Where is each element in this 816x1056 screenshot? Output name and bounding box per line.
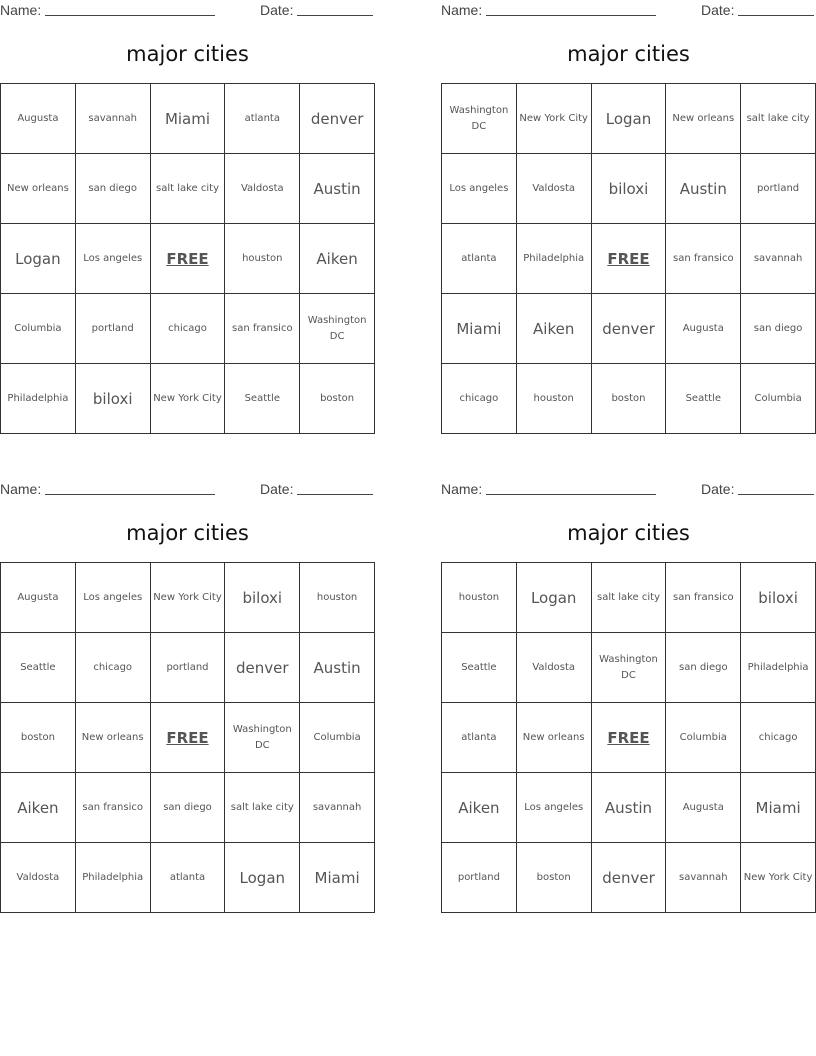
bingo-grid [441,562,816,913]
bingo-cell[interactable]: biloxi [592,154,667,224]
bingo-cell[interactable]: savannah [666,843,741,913]
date-field[interactable]: Date: [260,2,373,18]
bingo-cell[interactable]: san diego [666,633,741,703]
bingo-cell[interactable]: Aiken [517,294,592,364]
bingo-cell[interactable]: Logan [225,843,300,913]
bingo-cell[interactable]: san fransico [225,294,300,364]
bingo-cell[interactable]: san fransico [666,224,741,294]
bingo-card-3 [0,479,375,919]
bingo-cell[interactable]: atlanta [151,843,226,913]
bingo-cell[interactable]: san fransico [76,773,151,843]
bingo-cell[interactable]: Washington DC [442,84,517,154]
bingo-cell[interactable]: Columbia [300,703,375,773]
bingo-card-2 [441,0,816,440]
bingo-cell[interactable]: Aiken [300,224,375,294]
name-field[interactable]: Name: [441,2,656,18]
bingo-cell[interactable]: denver [225,633,300,703]
bingo-cell[interactable]: Columbia [741,364,816,434]
bingo-cell[interactable]: New orleans [1,154,76,224]
bingo-cell[interactable]: Seattle [225,364,300,434]
bingo-cell[interactable]: Washington DC [300,294,375,364]
bingo-cell[interactable]: Aiken [442,773,517,843]
bingo-cell[interactable]: Valdosta [517,633,592,703]
bingo-card-4 [441,479,816,919]
bingo-cell[interactable]: salt lake city [151,154,226,224]
bingo-cell[interactable]: san diego [76,154,151,224]
date-field[interactable]: Date: [701,481,814,497]
bingo-cell[interactable]: Seattle [1,633,76,703]
bingo-cell[interactable]: Seattle [442,633,517,703]
bingo-cell[interactable]: Logan [1,224,76,294]
bingo-cell[interactable]: Los angeles [442,154,517,224]
bingo-card-1 [0,0,375,440]
bingo-cell[interactable]: san fransico [666,563,741,633]
bingo-cell[interactable]: portland [151,633,226,703]
bingo-cell[interactable]: Philadelphia [1,364,76,434]
free-space-cell[interactable]: FREE [151,224,226,294]
bingo-cell[interactable]: Philadelphia [741,633,816,703]
card-header [441,479,816,499]
bingo-cell[interactable]: New York City [741,843,816,913]
bingo-cell[interactable]: salt lake city [741,84,816,154]
bingo-cell[interactable]: boston [517,843,592,913]
bingo-cell[interactable]: chicago [76,633,151,703]
card-title: major cities [126,521,249,545]
card-header [441,0,816,20]
bingo-cell[interactable]: Augusta [666,294,741,364]
bingo-cell[interactable]: chicago [151,294,226,364]
bingo-cell[interactable]: New York City [517,84,592,154]
bingo-cell[interactable]: Austin [300,154,375,224]
bingo-cell[interactable]: Los angeles [76,224,151,294]
bingo-cell[interactable]: salt lake city [225,773,300,843]
name-field[interactable]: Name: [0,2,215,18]
bingo-cell[interactable]: Los angeles [76,563,151,633]
date-field[interactable]: Date: [260,481,373,497]
bingo-cell[interactable]: Miami [741,773,816,843]
bingo-cell[interactable]: Miami [442,294,517,364]
bingo-cell[interactable]: Valdosta [225,154,300,224]
card-header [0,479,375,499]
bingo-cell[interactable]: boston [1,703,76,773]
bingo-cell[interactable]: Miami [300,843,375,913]
bingo-cell[interactable]: houston [225,224,300,294]
bingo-cell[interactable]: houston [442,563,517,633]
bingo-cell[interactable]: Columbia [666,703,741,773]
bingo-cell[interactable]: Valdosta [517,154,592,224]
card-header [0,0,375,20]
bingo-cell[interactable]: Philadelphia [76,843,151,913]
bingo-cell[interactable]: portland [741,154,816,224]
bingo-cell[interactable]: Augusta [1,84,76,154]
bingo-cell[interactable]: boston [592,364,667,434]
bingo-cell[interactable]: portland [76,294,151,364]
bingo-cell[interactable]: Washington DC [592,633,667,703]
bingo-cell[interactable]: biloxi [225,563,300,633]
bingo-cell[interactable]: Columbia [1,294,76,364]
bingo-cell[interactable]: Seattle [666,364,741,434]
bingo-cell[interactable]: Augusta [666,773,741,843]
free-space-cell[interactable]: FREE [151,703,226,773]
bingo-cell[interactable]: savannah [300,773,375,843]
bingo-grid [0,83,375,434]
bingo-cell[interactable]: atlanta [442,703,517,773]
bingo-cell[interactable]: boston [300,364,375,434]
bingo-cell[interactable]: Logan [517,563,592,633]
bingo-cell[interactable]: san diego [741,294,816,364]
bingo-cell[interactable]: Austin [592,773,667,843]
name-field[interactable]: Name: [441,481,656,497]
bingo-cell[interactable]: biloxi [741,563,816,633]
card-title: major cities [126,42,249,66]
bingo-cell[interactable]: portland [442,843,517,913]
bingo-cell[interactable]: Los angeles [517,773,592,843]
bingo-grid [0,562,375,913]
bingo-cell[interactable]: salt lake city [592,563,667,633]
bingo-cell[interactable]: biloxi [76,364,151,434]
bingo-cell[interactable]: denver [300,84,375,154]
bingo-cell[interactable]: Austin [666,154,741,224]
bingo-grid [441,83,816,434]
bingo-cell[interactable]: New York City [151,563,226,633]
bingo-cell[interactable]: houston [300,563,375,633]
name-field[interactable]: Name: [0,481,215,497]
bingo-cell[interactable]: New York City [151,364,226,434]
bingo-cell[interactable]: Logan [592,84,667,154]
bingo-cell[interactable]: savannah [741,224,816,294]
bingo-cell[interactable]: Augusta [1,563,76,633]
bingo-cell[interactable]: New orleans [517,703,592,773]
bingo-cell[interactable]: New orleans [76,703,151,773]
date-field[interactable]: Date: [701,2,814,18]
card-title: major cities [567,521,690,545]
free-space-cell[interactable]: FREE [592,703,667,773]
bingo-cell[interactable]: san diego [151,773,226,843]
bingo-cell[interactable]: Valdosta [1,843,76,913]
bingo-cell[interactable]: Washington DC [225,703,300,773]
bingo-cell[interactable]: New orleans [666,84,741,154]
bingo-cell[interactable]: chicago [442,364,517,434]
bingo-cell[interactable]: chicago [741,703,816,773]
bingo-cell[interactable]: denver [592,843,667,913]
card-title: major cities [567,42,690,66]
bingo-cell[interactable]: Philadelphia [517,224,592,294]
bingo-cell[interactable]: Aiken [1,773,76,843]
bingo-cell[interactable]: atlanta [442,224,517,294]
free-space-cell[interactable]: FREE [592,224,667,294]
bingo-cell[interactable]: Austin [300,633,375,703]
bingo-cell[interactable]: houston [517,364,592,434]
bingo-cell[interactable]: denver [592,294,667,364]
bingo-cell[interactable]: savannah [76,84,151,154]
bingo-cell[interactable]: Miami [151,84,226,154]
bingo-cell[interactable]: atlanta [225,84,300,154]
